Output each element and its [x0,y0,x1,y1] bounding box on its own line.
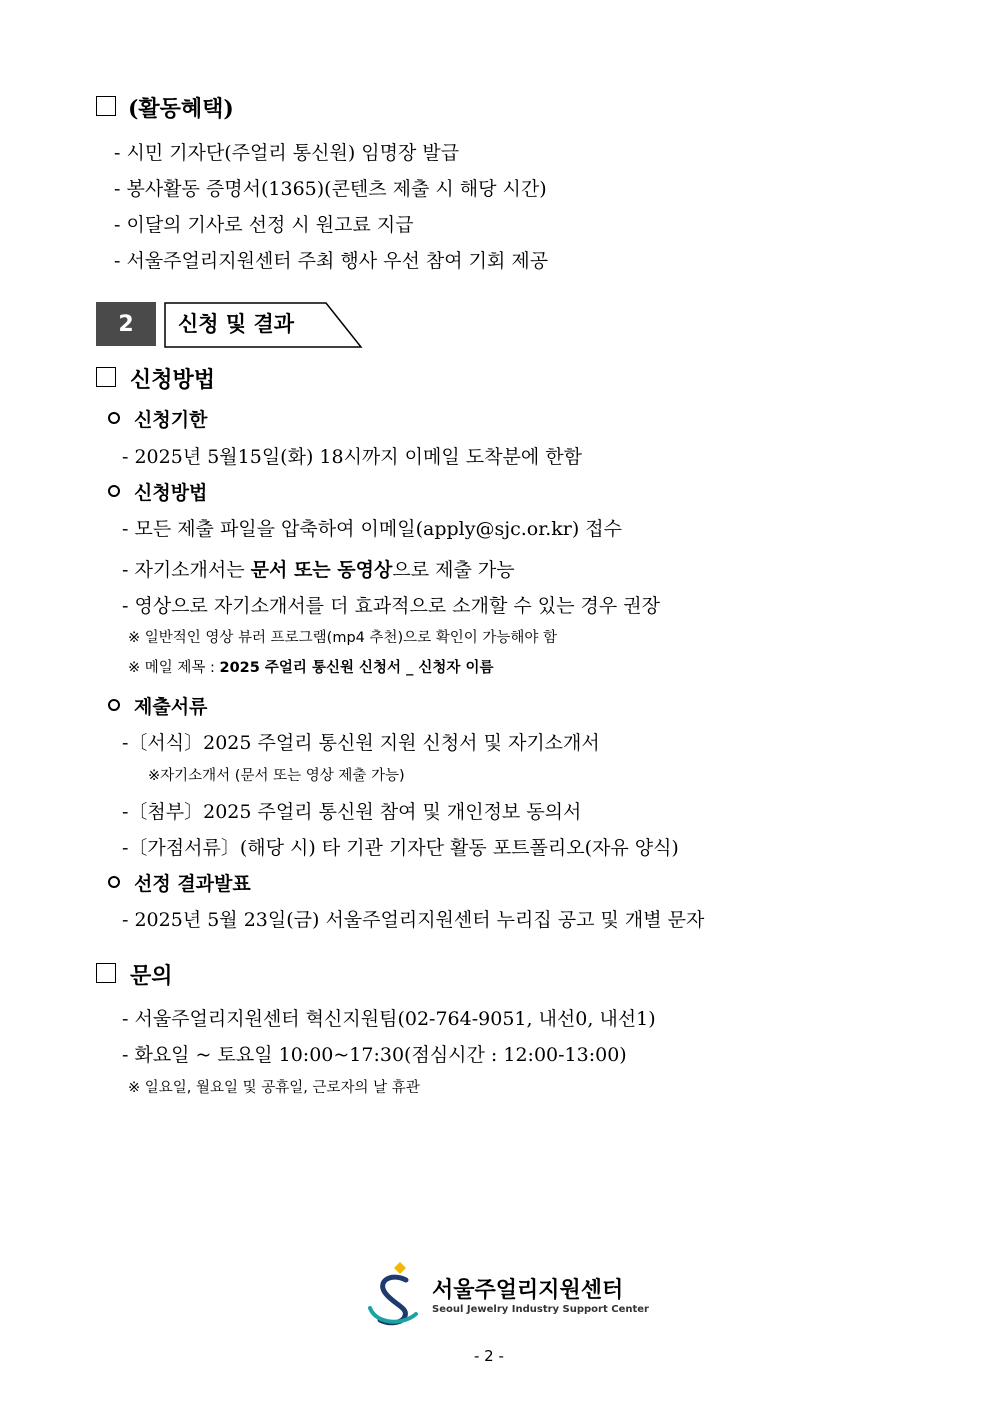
documents-line-1: -〔서식〕2025 주얼리 통신원 지원 신청서 및 자기소개서 [122,732,600,754]
method-title: 신청방법 [134,482,208,504]
checkbox-icon [96,963,116,983]
inquiry-line-2: - 화요일 ~ 토요일 10:00~17:30(점심시간 : 12:00-13:00) [122,1044,627,1066]
benefit-item-4: - 서울주얼리지원센터 주최 행사 우선 참여 기회 제공 [114,250,549,272]
apply-method-title: 신청방법 [130,367,216,393]
result-title: 선정 결과발표 [134,873,251,895]
method-line-2-pre: - 자기소개서는 [122,559,251,581]
logo-mark-icon [366,1262,428,1328]
benefit-item-3: - 이달의 기사로 선정 시 원고료 지급 [114,214,414,236]
result-line: - 2025년 5월 23일(금) 서울주얼리지원센터 누리집 공고 및 개별 문자 [122,909,705,931]
inquiry-line-1: - 서울주얼리지원센터 혁신지원팀(02-764-9051, 내선0, 내선1) [122,1008,656,1030]
documents-line-1-note: ※자기소개서 (문서 또는 영상 제출 가능) [148,768,405,784]
benefit-item-1: - 시민 기자단(주얼리 통신원) 임명장 발급 [114,142,460,164]
documents-line-2: -〔첨부〕2025 주얼리 통신원 참여 및 개인정보 동의서 [122,801,582,823]
inquiry-note: ※ 일요일, 월요일 및 공휴일, 근로자의 날 휴관 [128,1080,420,1096]
method-line-2-post: 으로 제출 가능 [392,559,515,581]
documents-title: 제출서류 [134,696,208,718]
deadline-line: - 2025년 5월15일(화) 18시까지 이메일 도착분에 한함 [122,446,582,468]
logo-text-korean: 서울주얼리지원센터 [432,1278,624,1303]
method-line-3: - 영상으로 자기소개서를 더 효과적으로 소개할 수 있는 경우 권장 [122,595,660,617]
benefits-title: (활동혜택) [128,96,234,122]
circle-bullet-icon [108,412,120,424]
deadline-title: 신청기한 [134,409,208,431]
logo-text-english: Seoul Jewelry Industry Support Center [432,1304,649,1315]
documents-line-3: -〔가점서류〕(해당 시) 타 기관 기자단 활동 포트폴리오(자유 양식) [122,837,679,859]
checkbox-icon [96,367,116,387]
method-line-1: - 모든 제출 파일을 압축하여 이메일(apply@sjc.or.kr) 접수 [122,518,623,540]
inquiry-title: 문의 [130,963,173,989]
circle-bullet-icon [108,876,120,888]
benefit-item-2: - 봉사활동 증명서(1365)(콘텐츠 제출 시 해당 시간) [114,178,547,200]
circle-bullet-icon [108,699,120,711]
page-number: - 2 - [474,1347,504,1365]
section-title: 신청 및 결과 [178,312,295,336]
circle-bullet-icon [108,485,120,497]
method-line-2-bold: 문서 또는 동영상 [250,559,393,581]
method-note-2 [128,656,494,677]
checkbox-icon [96,96,116,116]
method-note-2-pre: ※ 메일 제목 : [128,660,220,676]
method-note-2-bold: 2025 주얼리 통신원 신청서 _ 신청자 이름 [219,660,494,676]
method-line-2 [122,555,515,582]
section-number: 2 [96,302,156,346]
method-note-1: ※ 일반적인 영상 뷰러 프로그램(mp4 추천)으로 확인이 가능해야 함 [128,630,558,646]
